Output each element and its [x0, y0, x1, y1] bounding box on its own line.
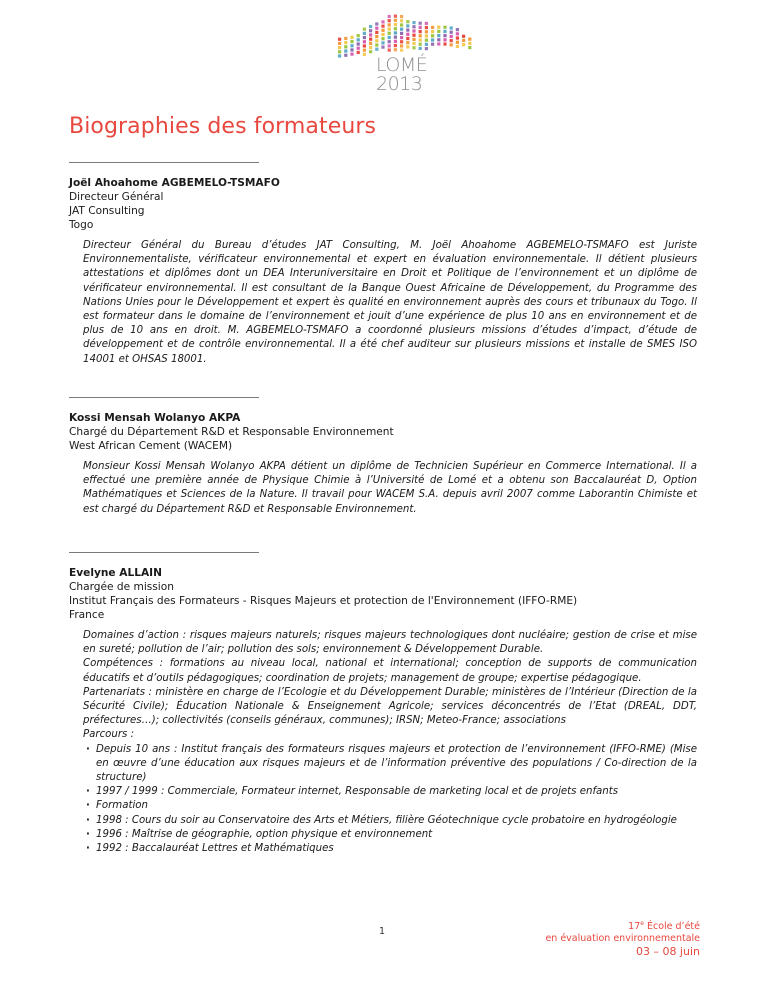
footer-school-sup: e: [640, 920, 644, 927]
logo-dot: [394, 19, 397, 22]
trainer-bio: [83, 629, 697, 856]
logo-dot: [369, 25, 372, 28]
logo-dot: [456, 28, 459, 31]
logo-dot: [375, 27, 378, 30]
logo-dot: [406, 45, 409, 48]
logo-dot: [350, 36, 353, 39]
logo-dot: [344, 54, 347, 57]
logo-dot: [363, 28, 366, 31]
logo-dot: [394, 36, 397, 39]
logo-dot: [388, 19, 391, 22]
footer-school-rest: École d’été: [643, 921, 700, 933]
trainer-organization: Institut Français des Formateurs - Risques Majeurs et protection de l'Environnement (IFFO-RME): [69, 595, 578, 607]
logo-dot: [400, 36, 403, 39]
logo-dot: [357, 38, 360, 41]
logo-dot: [363, 53, 366, 56]
logo-line-1: LOMÉ: [376, 54, 428, 76]
parcours-list: [83, 743, 697, 857]
logo-dot: [369, 33, 372, 36]
logo-dot: [462, 35, 465, 38]
logo-dot-pattern: [338, 15, 471, 58]
page-title: Biographies des formateurs: [69, 114, 377, 139]
logo-dot: [406, 20, 409, 23]
logo-dot: [425, 22, 428, 25]
logo-dot: [450, 31, 453, 34]
separator-rule: [69, 397, 259, 398]
logo-dot: [456, 41, 459, 44]
logo-dot: [369, 42, 372, 45]
bio-text: Directeur Général du Bureau d’études JAT Consulting, M. Joël Ahoahome AGBEMELO-TSMAFO est Juriste Environnementaliste, vérificateur environnemental et expert en évaluation environnementale. Il détient plusieurs attestations et diplômes dont un DEA Interuniversitaire en Droit et Politique de l’environnement et un diplôme de vérificateur environnemental. Il est consultant de la Banque Ouest Africaine de Développement, du Programme des Nations Unies pour le Développement et expert ès qualité en environnement auprès des cours et tribunaux du Togo. Il est formateur dans le domaine de l’environnement et jouit d’une expérience de plus 10 ans en environnement et de plus de 10 ans en droit. M. AGBEMELO-TSMAFO a coordonné plusieurs missions d’études d’impact, d’étude de développement et de contrôle environnemental. Il a été chef auditeur sur plusieurs missions et installe de SMES ISO 14001 et OHSAS 18001.: [83, 240, 697, 365]
logo-dot: [412, 21, 415, 24]
logo-dot: [450, 39, 453, 42]
footer-dates: 03 – 08 juin: [635, 945, 700, 959]
logo-dot: [419, 38, 422, 41]
logo-dot: [369, 50, 372, 53]
logo-dot: [400, 28, 403, 31]
logo-dot: [357, 42, 360, 45]
bio-domaines: Domaines d’action : risques majeurs naturels; risques majeurs technologiques dont nucléaire; gestion de crise et mise en sureté; pollution de l’air; pollution des sols; environnement & Développement Durable.: [83, 630, 697, 656]
bio-parcours-label: Parcours :: [83, 729, 135, 741]
logo-dot: [437, 34, 440, 37]
logo-dot: [350, 44, 353, 47]
trainer-bio: [83, 460, 697, 517]
logo-dot: [425, 39, 428, 42]
logo-dot: [381, 20, 384, 23]
parcours-item: · 1998 : Cours du soir au Conservatoire des Arts et Métiers, filière Géotechnique cycle probatoire en hydrogéologie: [83, 814, 697, 828]
trainer-organization: West African Cement (WACEM): [69, 440, 233, 452]
logo-dot: [419, 34, 422, 37]
logo-dot: [388, 44, 391, 47]
logo-dot: [350, 40, 353, 43]
page-number: 1: [379, 926, 386, 937]
logo-dot: [375, 39, 378, 42]
logo-dot: [437, 30, 440, 33]
parcours-item: · Formation: [83, 799, 697, 813]
logo-dot: [419, 30, 422, 33]
separator-rule: [69, 162, 259, 163]
logo-dot: [350, 48, 353, 51]
logo-dot: [456, 45, 459, 48]
logo-dot: [381, 33, 384, 36]
logo-dot: [456, 36, 459, 39]
trainer-entry-agbemelo: [69, 176, 699, 367]
logo-dot: [338, 50, 341, 53]
logo-dot: [344, 45, 347, 48]
logo-dot: [412, 38, 415, 41]
trainer-name: Kossi Mensah Wolanyo AKPA: [69, 412, 241, 424]
bio-text: Monsieur Kossi Mensah Wolanyo AKPA détient un diplôme de Technicien Supérieur en Commerce International. Il a effectué une première année de Physique Chimie à l’Université de Lomé et a obtenu son Baccalauréat D, Option Mathématiques et Sciences de la Nature. Il travail pour WACEM S.A. depuis avril 2007 comme Laborantin Chimiste et est chargé du Département R&D et Responsable Environnement.: [83, 461, 697, 515]
logo-dot: [412, 34, 415, 37]
logo-dot: [412, 42, 415, 45]
logo-dot: [388, 23, 391, 26]
logo-dot: [344, 37, 347, 40]
logo-dot: [400, 49, 403, 52]
footer-event-info: [545, 918, 700, 958]
logo-dot: [363, 36, 366, 39]
logo-dot: [381, 29, 384, 32]
logo-dot: [375, 48, 378, 51]
logo-dot: [388, 48, 391, 51]
parcours-item: · 1996 : Maîtrise de géographie, option physique et environnement: [83, 828, 697, 842]
trainer-entry-allain: [69, 566, 699, 856]
logo-dot: [344, 49, 347, 52]
logo-dot: [462, 43, 465, 46]
logo-dot: [400, 44, 403, 47]
trainer-country: France: [69, 609, 105, 621]
logo-dot: [344, 41, 347, 44]
footer-subtitle: en évaluation environnementale: [545, 932, 700, 944]
logo-text: [376, 56, 436, 94]
logo-dot: [375, 43, 378, 46]
logo-dot: [394, 44, 397, 47]
trainer-country: Togo: [69, 219, 94, 231]
trainer-bio: [83, 239, 697, 367]
logo-dot: [443, 30, 446, 33]
logo-dot: [419, 22, 422, 25]
logo-dot: [400, 32, 403, 35]
logo-dot: [443, 38, 446, 41]
trainer-role: Chargée de mission: [69, 581, 174, 593]
logo-dot: [375, 31, 378, 34]
logo-dot: [369, 38, 372, 41]
logo-dot: [406, 37, 409, 40]
logo-dot: [394, 40, 397, 43]
logo-dot: [419, 26, 422, 29]
logo-dot: [400, 19, 403, 22]
trainer-role: Directeur Général: [69, 191, 164, 203]
logo-dot: [443, 26, 446, 29]
logo-dot: [357, 34, 360, 37]
logo-dot: [431, 26, 434, 29]
bio-partenariats: Partenariats : ministère en charge de l’Ecologie et du Développement Durable; ministères de l’Intérieur (Direction de la Sécurité Civile); Éducation Nationale & Enseignement Agricole; services déconcentrés de l’Etat (DREAL, DDT, préfectures…); collectivités (conseils généraux, communes); IRSN; Meteo-France; associations: [83, 686, 697, 727]
logo-dot: [406, 41, 409, 44]
logo-dot: [388, 15, 391, 18]
footer-school-number: 17: [628, 921, 641, 933]
logo-dot: [412, 25, 415, 28]
logo-dot: [375, 22, 378, 25]
logo-dot: [437, 38, 440, 41]
logo-dot: [468, 38, 471, 41]
logo-dot: [462, 39, 465, 42]
logo-dot: [394, 15, 397, 18]
logo-dot: [388, 32, 391, 35]
trainer-organization: JAT Consulting: [69, 205, 145, 217]
logo-dot: [406, 24, 409, 27]
logo-dot: [425, 34, 428, 37]
logo-dot: [357, 51, 360, 54]
logo-dot: [419, 47, 422, 50]
logo-dot: [388, 27, 391, 30]
logo-dot: [468, 46, 471, 49]
logo-dot: [394, 31, 397, 34]
logo-dot: [363, 40, 366, 43]
logo-dot: [406, 28, 409, 31]
logo-dot: [357, 47, 360, 50]
logo-dot: [338, 38, 341, 41]
logo-dot: [369, 29, 372, 32]
logo-dot: [412, 29, 415, 32]
logo-dot: [443, 42, 446, 45]
bio-competences: Compétences : formations au niveau local, national et international; conception de supports de communication éducatifs et d’outils pédagogiques; coordination de projets; management de groupe; expertise pédagogique.: [83, 658, 697, 684]
logo-dot: [425, 30, 428, 33]
logo-dot: [431, 43, 434, 46]
trainer-entry-akpa: [69, 411, 699, 517]
footer-school-title: [545, 918, 700, 933]
logo-dot: [425, 47, 428, 50]
logo-dot: [394, 23, 397, 26]
logo-dot: [363, 32, 366, 35]
logo-dot: [400, 15, 403, 18]
logo-dot: [388, 36, 391, 39]
trainer-role: Chargé du Département R&D et Responsable Environnement: [69, 426, 394, 438]
logo-dot: [468, 42, 471, 45]
logo-dot: [381, 37, 384, 40]
logo-dot: [443, 34, 446, 37]
logo-dot: [381, 41, 384, 44]
logo-dot: [431, 34, 434, 37]
logo-dot: [431, 38, 434, 41]
trainer-name: Evelyne ALLAIN: [69, 567, 162, 579]
logo-dot: [450, 26, 453, 29]
logo-dot: [419, 43, 422, 46]
logo-dot: [394, 48, 397, 51]
logo-dot: [437, 42, 440, 45]
logo-dot: [381, 46, 384, 49]
logo-dot: [363, 44, 366, 47]
logo-dot: [406, 33, 409, 36]
logo-dot: [400, 23, 403, 26]
logo-dot: [456, 32, 459, 35]
logo-dot: [381, 25, 384, 28]
logo-line-2: 2013: [376, 73, 423, 95]
logo-dot: [394, 27, 397, 30]
parcours-item: · 1992 : Baccalauréat Lettres et Mathématiques: [83, 842, 697, 856]
logo-dot: [369, 46, 372, 49]
logo-dot: [375, 35, 378, 38]
logo-dot: [363, 49, 366, 52]
parcours-item: · 1997 / 1999 : Commerciale, Formateur internet, Responsable de marketing local et de projets enfants: [83, 785, 697, 799]
trainer-name: Joël Ahoahome AGBEMELO-TSMAFO: [69, 177, 280, 189]
logo-dot: [412, 46, 415, 49]
logo-dot: [431, 30, 434, 33]
logo-dot: [338, 54, 341, 57]
logo-dot: [388, 40, 391, 43]
parcours-item: · Depuis 10 ans : Institut français des formateurs risques majeurs et protection de l’environnement (IFFO-RME) (Mise en œuvre d’une éducation aux risques majeurs et de l’information préventive des populations / Co-direction de la structure): [83, 743, 697, 786]
logo-dot: [338, 42, 341, 45]
logo-dot: [350, 53, 353, 56]
separator-rule: [69, 552, 259, 553]
logo-dot: [400, 40, 403, 43]
logo-dot: [450, 43, 453, 46]
logo-dot: [425, 43, 428, 46]
logo-dot: [338, 46, 341, 49]
logo-dot: [437, 26, 440, 29]
logo-dot: [425, 26, 428, 29]
logo-dot: [450, 35, 453, 38]
